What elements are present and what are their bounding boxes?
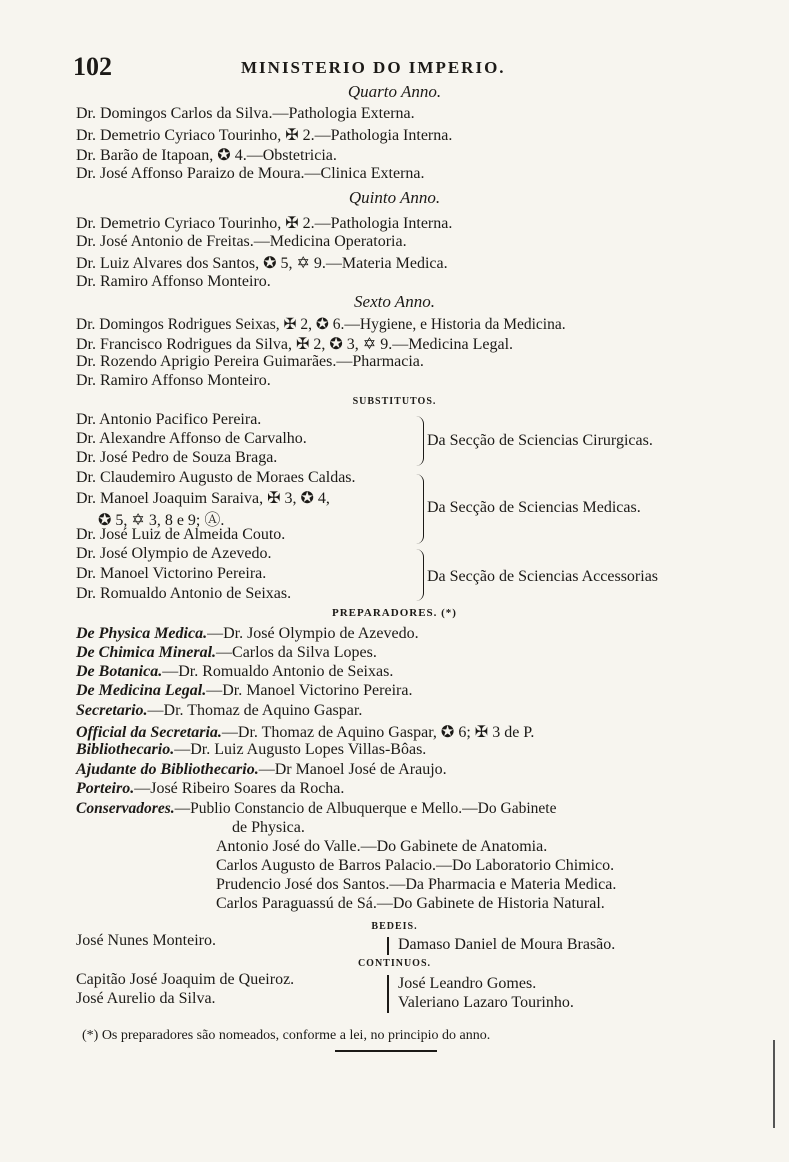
text-line: Dr. José Antonio de Freitas.—Medicina Operatoria.: [76, 233, 407, 250]
prep-line: [76, 722, 534, 742]
role-label: Secretario.: [76, 702, 148, 719]
text-line: Dr. Manoel Joaquim Saraiva, ✠ 3, ✪ 4,: [76, 490, 330, 507]
text-line: de Physica.: [232, 819, 305, 836]
bottom-rule: [335, 1050, 437, 1052]
text-line: Dr. José Olympio de Azevedo.: [76, 545, 272, 562]
text-line: Damaso Daniel de Moura Brasão.: [398, 936, 616, 953]
section-title-quinto: Quinto Anno.: [348, 188, 441, 207]
heading-continuos: CONTINUOS.: [357, 958, 432, 969]
text-line: Dr. Demetrio Cyriaco Tourinho, ✠ 2.—Pathologia Interna.: [76, 127, 453, 144]
prep-line: [76, 761, 447, 779]
text-line: Dr. Domingos Rodrigues Seixas, ✠ 2, ✪ 6.—Hygiene, e Historia da Medicina.: [76, 316, 566, 333]
text-line: Capitão José Joaquim de Queiroz.: [76, 971, 295, 988]
text-line: Carlos Augusto de Barros Palacio.—Do Laboratorio Chimico.: [216, 857, 615, 874]
prep-line: [76, 741, 426, 759]
text-line: José Nunes Monteiro.: [76, 932, 216, 949]
group-label: Da Secção de Sciencias Accessorias: [427, 568, 659, 585]
role-label: De Botanica.: [76, 663, 163, 680]
column-divider: [387, 937, 389, 955]
text-line: Dr. Antonio Pacifico Pereira.: [76, 411, 262, 428]
prep-line: [76, 625, 419, 643]
footnote: (*) Os preparadores são nomeados, conforme a lei, no principio do anno.: [82, 1028, 491, 1043]
role-text: —Dr. José Olympio de Azevedo.: [207, 625, 419, 642]
role-text: —Carlos da Silva Lopes.: [216, 644, 377, 661]
text-line: Dr. Ramiro Affonso Monteiro.: [76, 273, 271, 290]
text-line: Dr. Luiz Alvares dos Santos, ✪ 5, ✡ 9.—Materia Medica.: [76, 255, 448, 272]
heading-substitutos: SUBSTITUTOS.: [352, 396, 437, 407]
group-label: Da Secção de Sciencias Cirurgicas.: [427, 432, 653, 449]
prep-line: [76, 663, 393, 681]
brace: [413, 549, 424, 601]
text-line: Dr. José Luiz de Almeida Couto.: [76, 526, 286, 543]
text-line: Dr. Francisco Rodrigues da Silva, ✠ 2, ✪ 3, ✡ 9.—Medicina Legal.: [76, 336, 514, 353]
role-text: —Publio Constancio de Albuquerque e Mello.—Do Gabinete: [174, 800, 557, 817]
role-text: —Dr. Romualdo Antonio de Seixas.: [162, 663, 394, 680]
role-text: —Dr. Thomaz de Aquino Gaspar.: [147, 702, 363, 719]
text-line: Dr. José Affonso Paraizo de Moura.—Clinica Externa.: [76, 165, 425, 182]
text-line: Dr. José Pedro de Souza Braga.: [76, 449, 278, 466]
brace: [413, 416, 424, 466]
role-text: —Dr. Luiz Augusto Lopes Villas-Bôas.: [174, 741, 427, 758]
text-line: Dr. Barão de Itapoan, ✪ 4.—Obstetricia.: [76, 147, 337, 164]
text-line: José Aurelio da Silva.: [76, 990, 216, 1007]
brace: [413, 474, 424, 544]
role-label: De Chimica Mineral.: [76, 644, 217, 661]
page-number: 102: [73, 52, 112, 81]
column-divider: [387, 975, 389, 1013]
role-label: Bibliothecario.: [76, 741, 175, 758]
text-line: ✪ 5, ✡ 3, 8 e 9; Ⓐ.: [98, 512, 225, 529]
text-line: Dr. Rozendo Aprigio Pereira Guimarães.—Pharmacia.: [76, 353, 424, 370]
role-label: Conservadores.: [76, 800, 175, 817]
heading-preparadores: PREPARADORES. (*): [332, 607, 457, 619]
prep-line: [76, 682, 412, 700]
prep-line: [76, 780, 344, 798]
running-title: MINISTERIO DO IMPERIO.: [241, 58, 506, 77]
role-text: —Dr. Manoel Victorino Pereira.: [206, 682, 413, 699]
text-line: Dr. Romualdo Antonio de Seixas.: [76, 585, 292, 602]
role-label: Official da Secretaria.: [76, 724, 222, 741]
role-label: De Physica Medica.: [76, 625, 208, 642]
prep-line: [76, 800, 556, 818]
text-line: Dr. Domingos Carlos da Silva.—Pathologia Externa.: [76, 105, 415, 122]
role-text: —José Ribeiro Soares da Rocha.: [134, 780, 345, 797]
role-label: De Medicina Legal.: [76, 682, 207, 699]
text-line: Carlos Paraguassú de Sá.—Do Gabinete de Historia Natural.: [216, 895, 605, 912]
role-label: Porteiro.: [76, 780, 135, 797]
role-label: Ajudante do Bibliothecario.: [76, 761, 259, 778]
text-line: Dr. Demetrio Cyriaco Tourinho, ✠ 2.—Pathologia Interna.: [76, 215, 453, 232]
prep-line: [76, 644, 377, 662]
text-line: Dr. Alexandre Affonso de Carvalho.: [76, 430, 307, 447]
section-title-sexto: Sexto Anno.: [354, 292, 435, 311]
text-line: Antonio José do Valle.—Do Gabinete de Anatomia.: [216, 838, 548, 855]
group-label: Da Secção de Sciencias Medicas.: [427, 499, 641, 516]
text-line: Valeriano Lazaro Tourinho.: [398, 994, 574, 1011]
section-title-quarto: Quarto Anno.: [347, 82, 442, 101]
heading-bedeis: BEDEIS.: [371, 921, 418, 932]
text-line: Prudencio José dos Santos.—Da Pharmacia e Materia Medica.: [216, 876, 617, 893]
role-text: —Dr Manoel José de Araujo.: [258, 761, 447, 778]
margin-mark: [773, 1040, 775, 1128]
role-text: —Dr. Thomaz de Aquino Gaspar, ✪ 6; ✠ 3 de P.: [221, 724, 535, 741]
text-line: Dr. Manoel Victorino Pereira.: [76, 565, 267, 582]
text-line: Dr. Claudemiro Augusto de Moraes Caldas.: [76, 469, 356, 486]
text-line: Dr. Ramiro Affonso Monteiro.: [76, 372, 271, 389]
prep-line: [76, 702, 362, 720]
page-header: [73, 52, 713, 82]
text-line: José Leandro Gomes.: [398, 975, 537, 992]
